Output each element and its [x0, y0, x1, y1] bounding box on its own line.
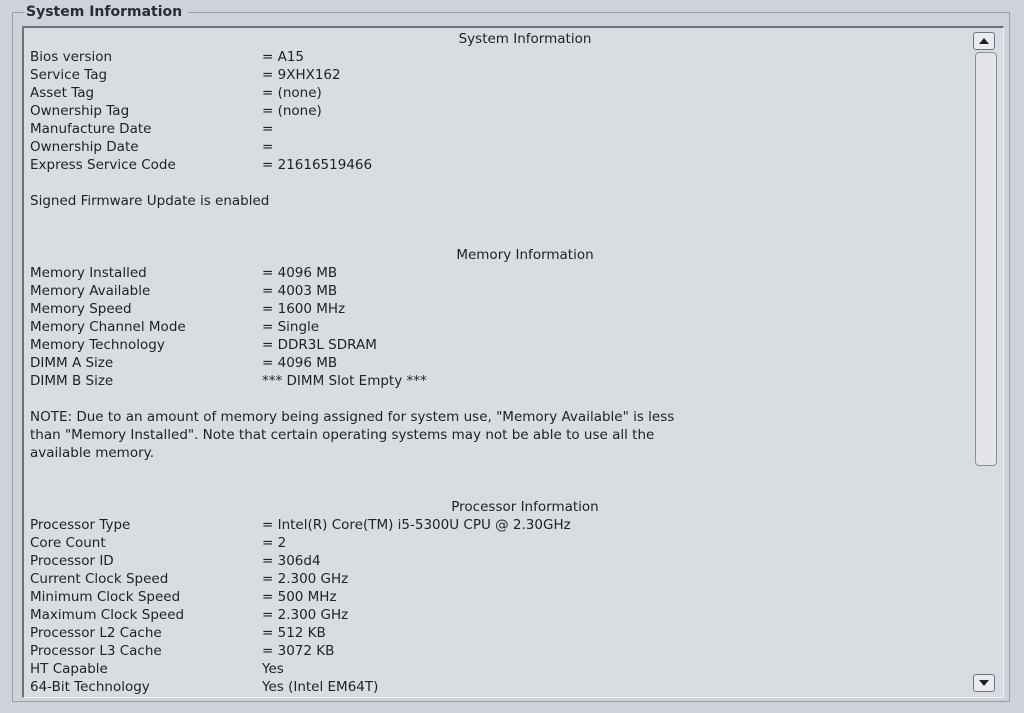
info-row — [30, 318, 960, 336]
info-row — [30, 48, 960, 66]
row-label: DIMM A Size — [30, 355, 114, 371]
group-title: System Information — [24, 4, 188, 20]
row-label: Processor L3 Cache — [30, 643, 162, 659]
info-panel — [22, 26, 1004, 698]
row-label: Processor L2 Cache — [30, 625, 162, 641]
firmware-note: Signed Firmware Update is enabled — [30, 193, 270, 209]
row-value: Yes — [262, 661, 284, 677]
info-content — [30, 30, 960, 696]
row-label: Service Tag — [30, 67, 108, 83]
row-value: = Intel(R) Core(TM) i5-5300U CPU @ 2.30GHz — [262, 517, 571, 533]
info-row — [30, 156, 960, 174]
row-label: Processor Type — [30, 517, 131, 533]
row-value: = 306d4 — [262, 553, 321, 569]
row-value: = 1600 MHz — [262, 301, 346, 317]
scroll-up-button[interactable] — [973, 32, 995, 50]
info-row — [30, 588, 960, 606]
info-row — [30, 84, 960, 102]
row-label: Express Service Code — [30, 157, 176, 173]
row-value: = 500 MHz — [262, 589, 337, 605]
info-row — [30, 606, 960, 624]
row-label: Minimum Clock Speed — [30, 589, 181, 605]
row-label: Current Clock Speed — [30, 571, 169, 587]
row-label: Memory Technology — [30, 337, 165, 353]
row-value: = 2 — [262, 535, 287, 551]
row-label: Ownership Date — [30, 139, 139, 155]
row-value: = 2.300 GHz — [262, 607, 349, 623]
scroll-track[interactable] — [975, 52, 995, 670]
row-label: Bios version — [30, 49, 113, 65]
info-row — [30, 138, 960, 156]
row-label: Memory Installed — [30, 265, 147, 281]
row-value: = 4096 MB — [262, 355, 338, 371]
row-value: = 4003 MB — [262, 283, 338, 299]
row-value: = A15 — [262, 49, 305, 65]
vertical-scrollbar[interactable] — [973, 32, 997, 692]
row-label: Manufacture Date — [30, 121, 152, 137]
row-label: Memory Channel Mode — [30, 319, 186, 335]
info-row — [30, 516, 960, 534]
row-label: Asset Tag — [30, 85, 95, 101]
row-label: Maximum Clock Speed — [30, 607, 185, 623]
row-value: = 4096 MB — [262, 265, 338, 281]
row-label: DIMM B Size — [30, 373, 114, 389]
info-row — [30, 570, 960, 588]
row-value: Yes (Intel EM64T) — [262, 679, 379, 695]
info-row — [30, 264, 960, 282]
row-label: Core Count — [30, 535, 106, 551]
row-value: = 2.300 GHz — [262, 571, 349, 587]
row-value: = — [262, 139, 274, 155]
row-value: = (none) — [262, 103, 322, 119]
row-value: *** DIMM Slot Empty *** — [262, 373, 427, 389]
row-label: Processor ID — [30, 553, 114, 569]
row-label: Memory Available — [30, 283, 151, 299]
scroll-down-button[interactable] — [973, 674, 995, 692]
row-label: Ownership Tag — [30, 103, 130, 119]
row-value: = 512 KB — [262, 625, 326, 641]
info-row — [30, 354, 960, 372]
info-row — [30, 372, 960, 390]
info-row — [30, 552, 960, 570]
info-row — [30, 678, 960, 696]
row-label: HT Capable — [30, 661, 108, 677]
row-value: = 21616519466 — [262, 157, 373, 173]
memory-note: NOTE: Due to an amount of memory being assigned for system use, "Memory Available" is less than "Memory Installed". Note that certain operating systems may not be able to use all the available memory. — [30, 409, 675, 461]
processor-section-title: Processor Information — [451, 499, 599, 515]
info-row — [30, 300, 960, 318]
row-label: Memory Speed — [30, 301, 132, 317]
chevron-up-icon — [979, 38, 989, 44]
system-section-title: System Information — [458, 31, 592, 47]
row-value: = 9XHX162 — [262, 67, 341, 83]
info-row — [30, 282, 960, 300]
row-label: 64-Bit Technology — [30, 679, 150, 695]
info-row — [30, 534, 960, 552]
info-row — [30, 624, 960, 642]
row-value: = (none) — [262, 85, 322, 101]
info-row — [30, 120, 960, 138]
info-row — [30, 102, 960, 120]
chevron-down-icon — [979, 680, 989, 686]
row-value: = 3072 KB — [262, 643, 335, 659]
info-row — [30, 642, 960, 660]
info-row — [30, 660, 960, 678]
row-value: = Single — [262, 319, 320, 335]
info-row — [30, 336, 960, 354]
scroll-thumb[interactable] — [975, 52, 997, 466]
row-value: = DDR3L SDRAM — [262, 337, 377, 353]
memory-section-title: Memory Information — [456, 247, 594, 263]
info-row — [30, 66, 960, 84]
row-value: = — [262, 121, 274, 137]
